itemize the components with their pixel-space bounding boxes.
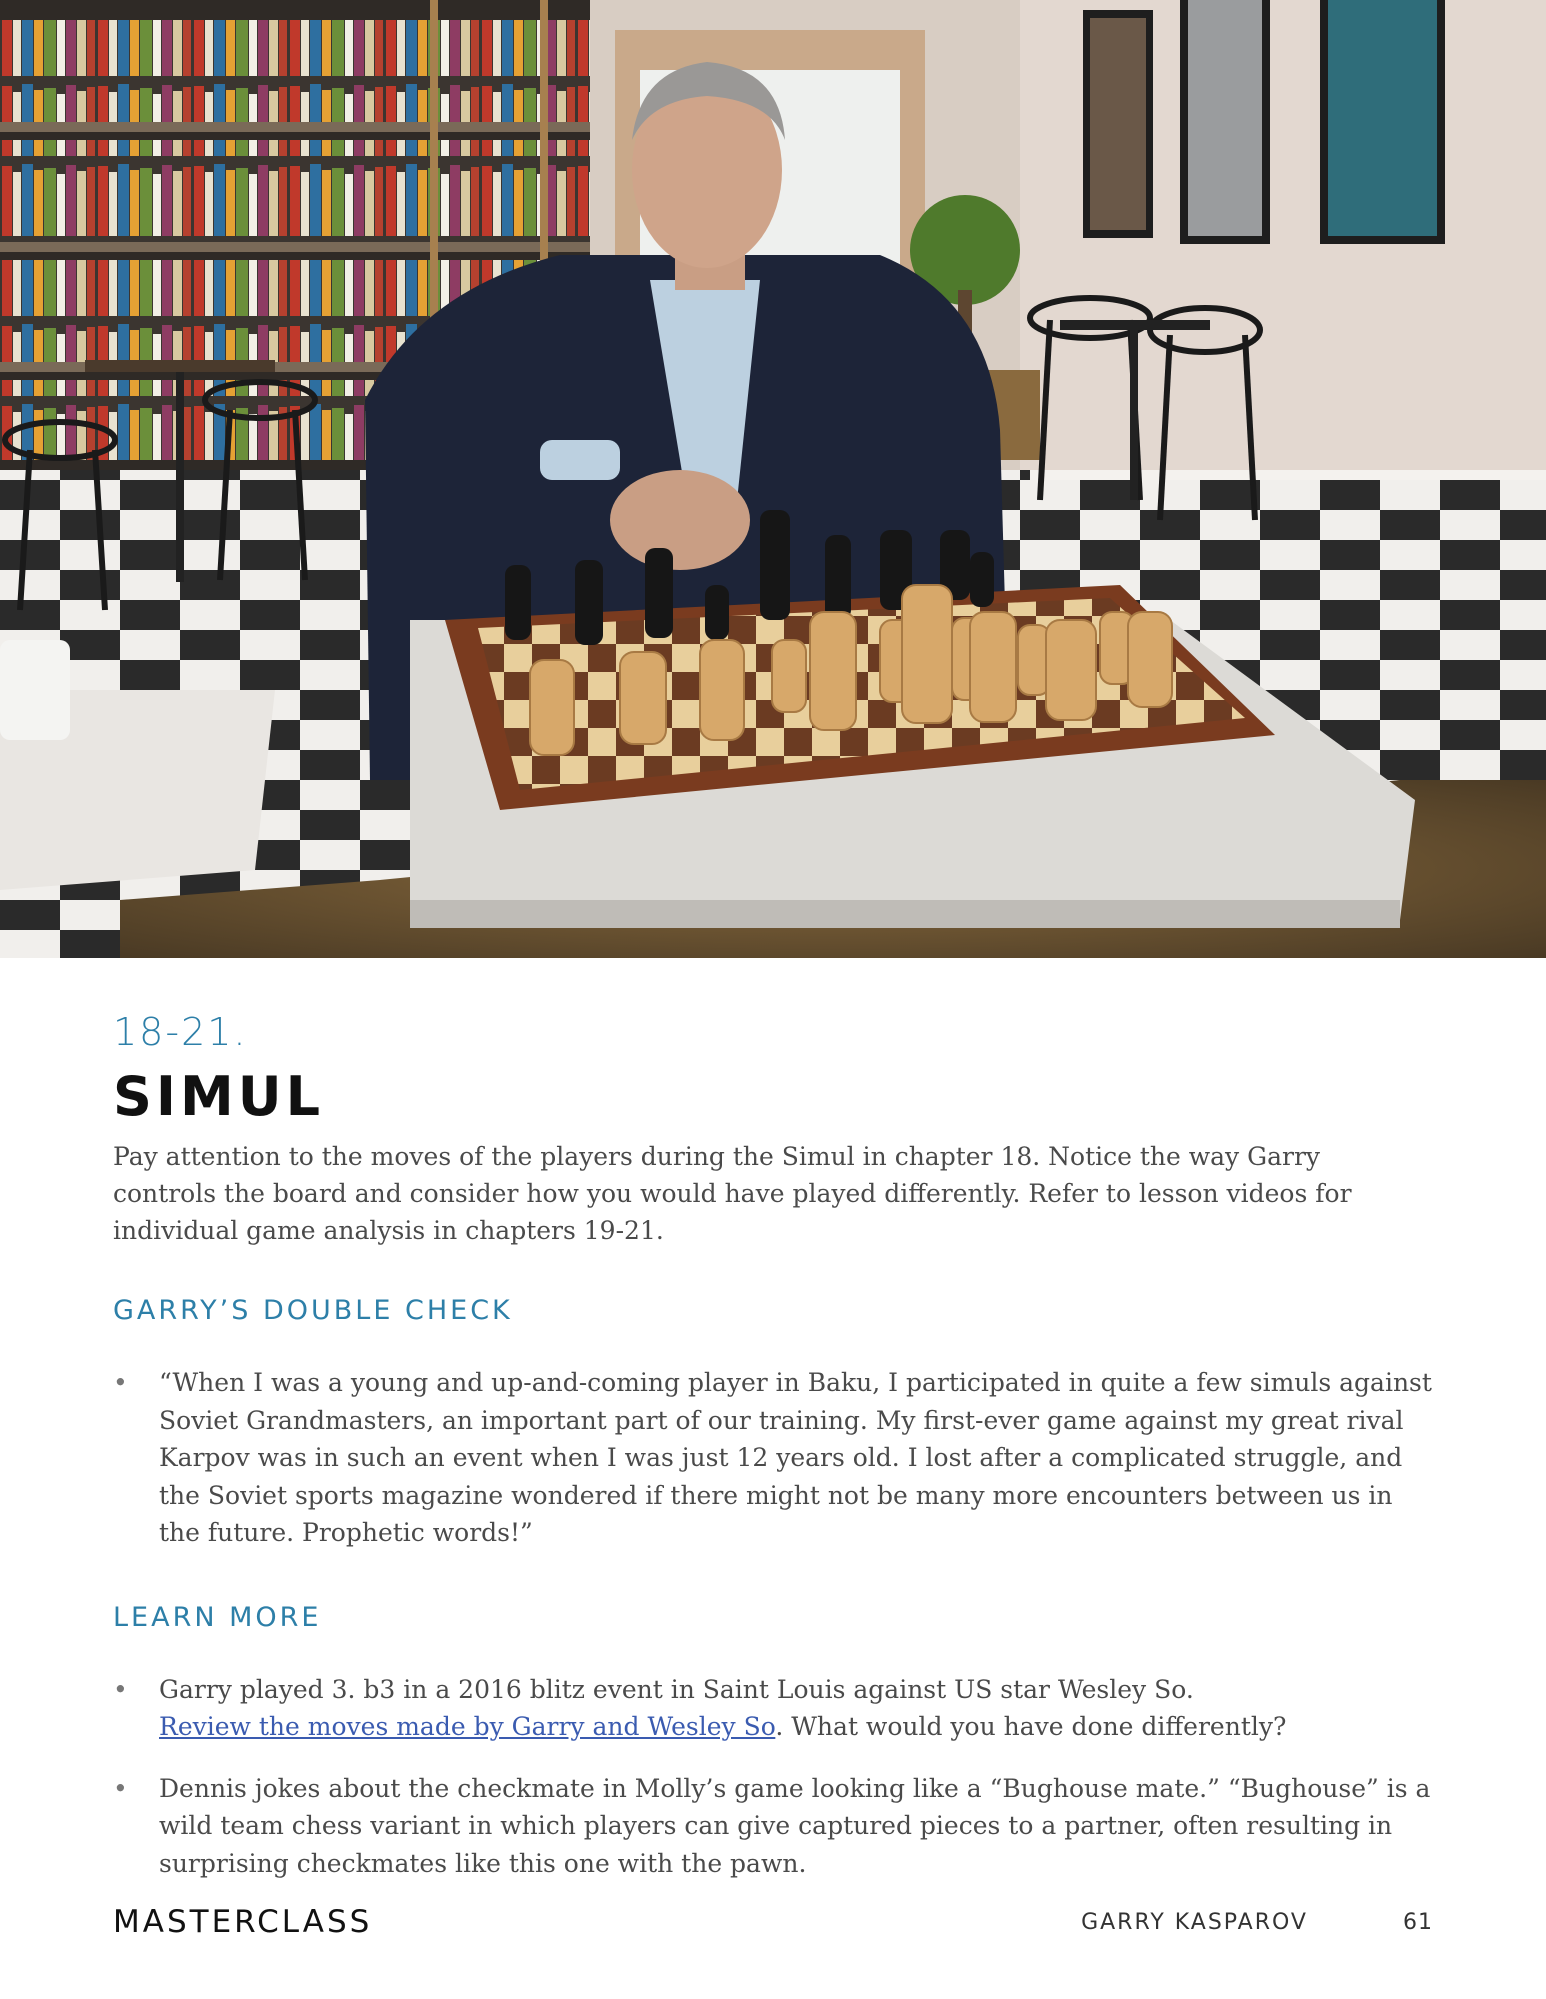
quote-text: “When I was a young and up-and-coming player in Baku, I participated in quite a few simuls against Soviet Grandmasters, an important part of our training. My first-ever game against my great rival Karpov was in such an event when I was just 12 years old. I lost after a complicated struggle, and the Soviet sports magazine wondered if there might not be many more encounters between us in the future. Prophetic words!”	[159, 1368, 1432, 1547]
bullet-icon: •	[113, 1773, 128, 1803]
chapter-intro: Pay attention to the moves of the players during the Simul in chapter 18. Notice the way Garry controls the board and consider how you would have played differently. Refer to lesson videos for individual game analysis in chapters 19-21.	[113, 1142, 1352, 1245]
learn-more-text-1: Garry played 3. b3 in a 2016 blitz event in Saint Louis against US star Wesley So.	[159, 1674, 1194, 1704]
list-item	[113, 1770, 1433, 1883]
footer-brand-logo: MASTERCLASS	[113, 1904, 373, 1940]
lesson-content	[113, 1000, 1433, 1906]
learn-more-list	[113, 1671, 1433, 1883]
footer-instructor-name: GARRY KASPAROV	[1081, 1910, 1308, 1935]
list-item	[113, 1671, 1433, 1746]
hero-photo	[0, 0, 1546, 958]
learn-more-text-1-after: . What would you have done differently?	[775, 1712, 1287, 1741]
review-moves-link[interactable]: Review the moves made by Garry and Wesley So	[159, 1712, 776, 1741]
bullet-icon: •	[113, 1674, 128, 1704]
chess-scene-illustration	[0, 0, 1546, 958]
double-check-list	[113, 1364, 1433, 1552]
bullet-icon: •	[113, 1368, 128, 1397]
page-number: 61	[1403, 1910, 1433, 1935]
list-item	[113, 1364, 1433, 1552]
double-check-heading: GARRY’S DOUBLE CHECK	[113, 1295, 513, 1326]
learn-more-text-2: Dennis jokes about the checkmate in Molly’s game looking like a “Bughouse mate.” “Bughouse” is a wild team chess variant in which players can give captured pieces to a partner, often resulting in surprising checkmates like this one with the pawn.	[159, 1773, 1431, 1878]
chapter-title: SIMUL	[113, 1065, 324, 1128]
chapter-number: 18-21.	[113, 1010, 248, 1054]
learn-more-heading: LEARN MORE	[113, 1601, 322, 1633]
